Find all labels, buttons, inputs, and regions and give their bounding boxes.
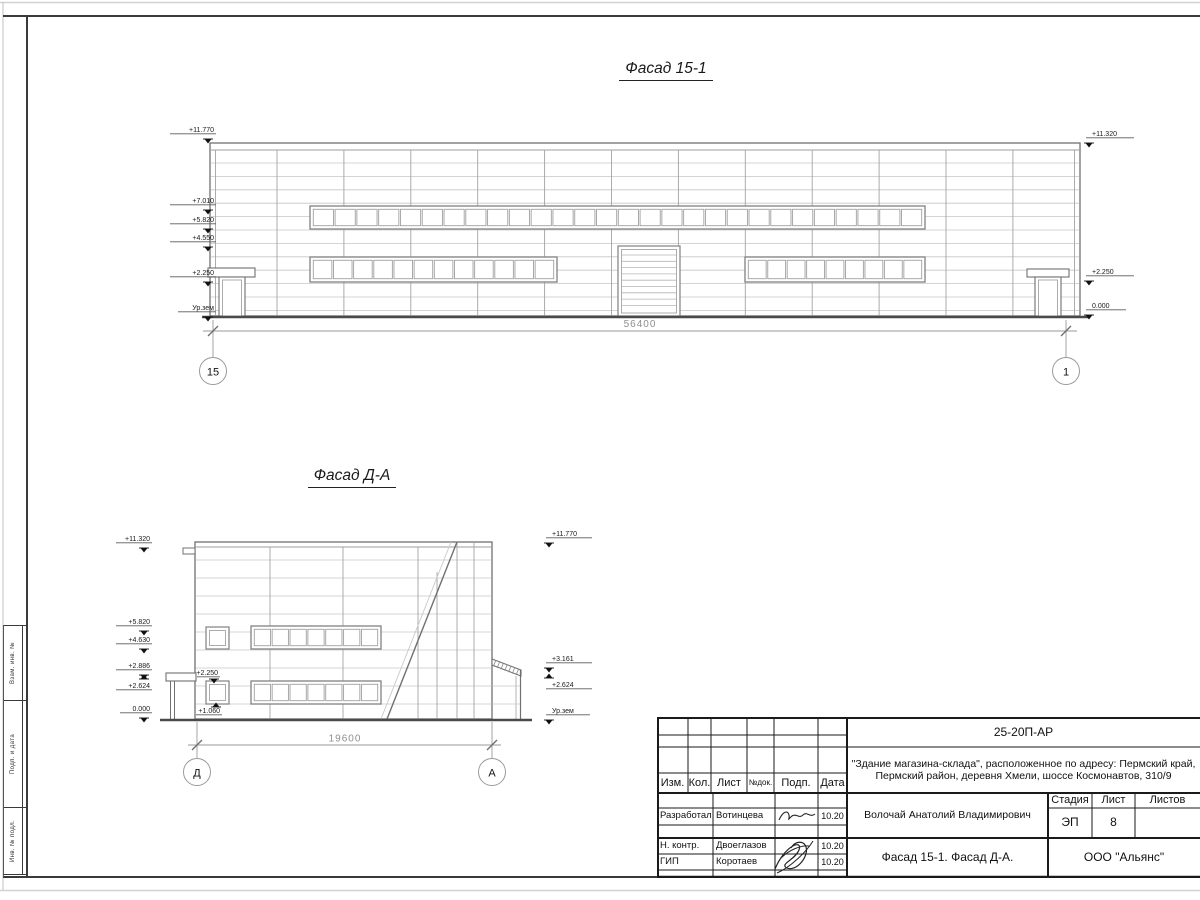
svg-text:+2.624: +2.624 <box>552 682 574 689</box>
svg-text:+11.320: +11.320 <box>125 536 150 543</box>
svg-text:+2.886: +2.886 <box>128 663 150 670</box>
signature-flourish <box>775 841 813 873</box>
elevation-mark <box>1084 303 1126 320</box>
doc-code: 25-20П-АР <box>993 725 1054 740</box>
col-header-list: Лист <box>717 776 741 789</box>
col-header-podp: Подп. <box>781 776 811 789</box>
drawing-title: Фасад 15-1. Фасад Д-А. <box>881 849 1014 864</box>
row-date: 10.20 <box>821 811 844 822</box>
svg-text:+11.770: +11.770 <box>189 127 214 134</box>
svg-text:+11.770: +11.770 <box>552 531 577 538</box>
binding-strip <box>3 625 27 877</box>
dimension-56400 <box>203 319 1077 357</box>
elevation-mark <box>544 656 592 673</box>
elevation-mark <box>544 708 590 725</box>
row-role: Н. контр. <box>660 839 700 851</box>
dimension-value: 56400 <box>623 319 657 330</box>
window-band-lower <box>251 681 381 704</box>
row-role: Разработал <box>660 810 712 822</box>
svg-text:1: 1 <box>1062 366 1070 379</box>
object-description: "Здание магазина-склада", расположенное по адресу: Пермский край, Пермский район, деревня Хмели, шоссе Космонавтов, 310/9 <box>851 757 1196 782</box>
svg-text:+4.630: +4.630 <box>128 637 150 644</box>
approver-name: Волочай Анатолий Владимирович <box>864 809 1031 822</box>
axis-marker-a <box>479 759 506 786</box>
col-header-kol: Кол. <box>688 776 711 789</box>
svg-text:А: А <box>488 767 496 780</box>
col-header-ndok: №док. <box>748 778 773 788</box>
row-role: ГИП <box>660 855 679 867</box>
elevation-mark <box>116 637 152 654</box>
svg-text:+5.820: +5.820 <box>192 217 214 224</box>
svg-text:+2.250: +2.250 <box>196 670 218 677</box>
facade-d-a-title: Фасад Д-А <box>262 467 442 488</box>
window-square-lower <box>206 681 229 704</box>
facade-15-1-title: Фасад 15-1 <box>576 60 756 81</box>
elevation-mark <box>1084 131 1134 148</box>
annex-right <box>492 659 521 719</box>
axis-marker-15 <box>200 358 227 385</box>
strip-cell <box>4 807 27 875</box>
elevation-mark <box>1084 269 1134 286</box>
elevation-mark <box>544 674 592 690</box>
svg-text:+5.820: +5.820 <box>128 619 150 626</box>
sheet-number: 8 <box>1110 815 1117 830</box>
window-square-upper <box>206 627 229 649</box>
svg-text:+2.624: +2.624 <box>128 683 150 690</box>
svg-text:+2.250: +2.250 <box>1092 269 1114 276</box>
svg-text:Д: Д <box>193 767 201 780</box>
stage-header: Стадия <box>1051 794 1089 807</box>
sheet-header: Лист <box>1101 794 1126 807</box>
row-name: Двоеглазов <box>716 839 767 851</box>
strip-label: Взам. инв. № <box>10 642 16 684</box>
elevation-mark <box>170 217 216 234</box>
elevation-mark <box>170 198 216 215</box>
window-band-upper <box>310 206 925 229</box>
elevation-mark <box>116 663 152 680</box>
row-name: Коротаев <box>716 855 758 867</box>
svg-text:+1.060: +1.060 <box>198 708 220 715</box>
signature-votintseva <box>779 812 815 820</box>
window-band-lower-left <box>310 257 557 282</box>
strip-label: Подп. и дата <box>10 733 16 775</box>
axis-marker-1 <box>1053 358 1080 385</box>
canopy-left <box>166 673 196 719</box>
svg-text:+3.161: +3.161 <box>552 656 574 663</box>
row-date: 10.20 <box>821 856 844 867</box>
row-date: 10.20 <box>821 840 844 851</box>
sheets-total-header: Листов <box>1149 794 1186 807</box>
facade-d-a-drawing <box>160 542 532 786</box>
svg-text:Ур.зем: Ур.зем <box>192 305 214 312</box>
elevation-mark <box>170 235 216 252</box>
roof-vent <box>183 548 195 554</box>
col-header-izm: Изм. <box>660 776 685 789</box>
stage-value: ЭП <box>1061 815 1079 830</box>
strip-label: Инв. № подл. <box>10 819 16 863</box>
strip-cell <box>4 700 27 807</box>
elevation-mark <box>170 127 216 144</box>
elevation-mark <box>116 536 152 553</box>
svg-text:Ур.зем: Ур.зем <box>552 708 574 715</box>
title-block <box>657 717 1200 878</box>
window-band-lower-right <box>745 257 925 282</box>
svg-text:+11.320: +11.320 <box>1092 131 1117 138</box>
svg-text:0.000: 0.000 <box>132 706 150 713</box>
svg-text:0.000: 0.000 <box>1092 303 1110 310</box>
window-band-upper <box>251 626 381 649</box>
facade-15-1-drawing <box>200 143 1089 385</box>
sectional-gate <box>618 246 680 316</box>
svg-text:+2.250: +2.250 <box>192 270 214 277</box>
elevation-mark <box>116 619 152 636</box>
svg-text:15: 15 <box>206 366 220 379</box>
row-name: Вотинцева <box>716 810 764 822</box>
elevation-mark <box>120 706 152 723</box>
svg-text:+7.010: +7.010 <box>192 198 214 205</box>
company-name: ООО "Альянс" <box>1083 849 1165 864</box>
strip-cell <box>4 625 27 700</box>
elevation-mark <box>170 270 216 287</box>
elevation-mark <box>544 531 592 548</box>
svg-text:+4.550: +4.550 <box>192 235 214 242</box>
dimension-value: 19600 <box>328 733 362 745</box>
dimension-19600 <box>188 722 501 758</box>
col-header-data: Дата <box>820 776 845 789</box>
axis-marker-d <box>184 759 211 786</box>
elevation-mark <box>116 675 152 691</box>
